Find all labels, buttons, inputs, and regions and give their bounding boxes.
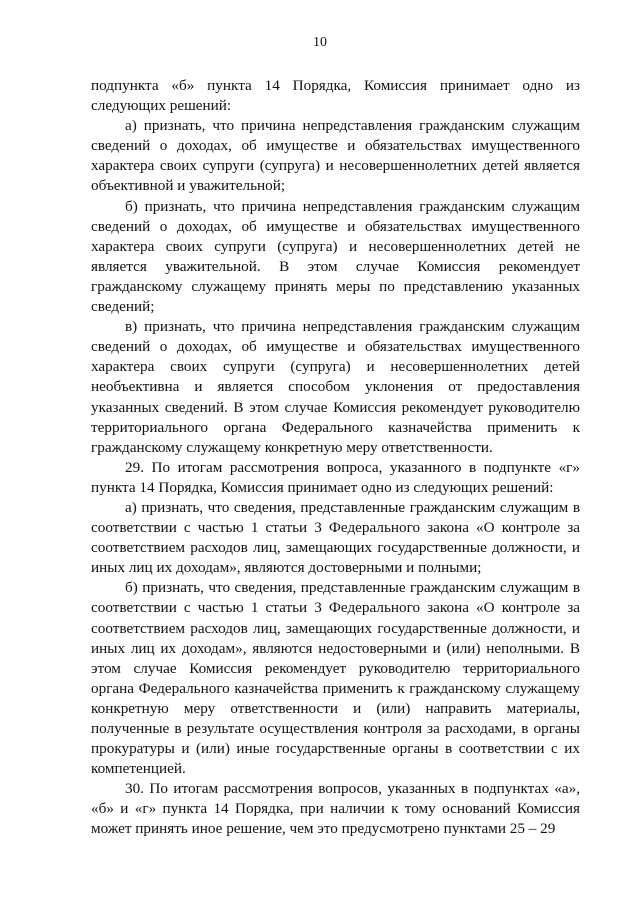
document-body <box>91 76 580 840</box>
paragraph-28v: в) признать, что причина непредставления гражданским служащим сведений о доходах, об имуществе и обязательствах имущественного характера своих супруги (супруга) и несовершеннолетних детей необъективна и является способом уклонения от предоставления указанных сведений. В этом случае Комиссия рекомендует руководителю территориального органа Федерального казначейства применить к гражданскому служащему конкретную меру ответственности. <box>91 318 580 456</box>
paragraph-intro: подпункта «б» пункта 14 Порядка, Комиссия принимает одно из следующих решений: <box>91 77 580 115</box>
paragraph-28a: а) признать, что причина непредставления гражданским служащим сведений о доходах, об имуществе и обязательствах имущественного характера своих супруги (супруга) и несовершеннолетних детей является объективной и уважительной; <box>91 117 580 195</box>
paragraph-29: 29. По итогам рассмотрения вопроса, указанного в подпункте «г» пункта 14 Порядка, Комиссия принимает одно из следующих решений: <box>91 458 580 496</box>
paragraph-29a: а) признать, что сведения, представленные гражданским служащим в соответствии с частью 1 статьи 3 Федерального закона «О контроле за соответствием расходов лиц, замещающих государственные должности, и иных лиц их доходам», являются достоверными и полными; <box>91 498 580 577</box>
paragraph-28b: б) признать, что причина непредставления гражданским служащим сведений о доходах, об имуществе и обязательствах имущественного характера своих супруги (супруга) и несовершеннолетних детей не является уважительной. В этом случае Комиссия рекомендует гражданскому служащему принять меры по представлению указанных сведений; <box>91 197 580 316</box>
paragraph-30: 30. По итогам рассмотрения вопросов, указанных в подпунктах «а», «б» и «г» пункта 14 Порядка, при наличии к тому оснований Комиссия может принять иное решение, чем это предусмотрено пунктами 25 – 29 <box>91 780 580 838</box>
paragraph-29b: б) признать, что сведения, представленные гражданским служащим в соответствии с частью 1 статьи 3 Федерального закона «О контроле за соответствием расходов лиц, замещающих государственные должности, и иных лиц их доходам», являются недостоверными и (или) неполными. В этом случае Комиссия рекомендует руководителю территориального органа Федерального казначейства применить к гражданскому служащему конкретную меру ответственности и (или) направить материалы, полученные в результате осуществления контроля за расходами, в органы прокуратуры и (или) иные государственные органы в соответствии с их компетенцией. <box>91 579 580 778</box>
page-number: 10 <box>313 35 327 50</box>
